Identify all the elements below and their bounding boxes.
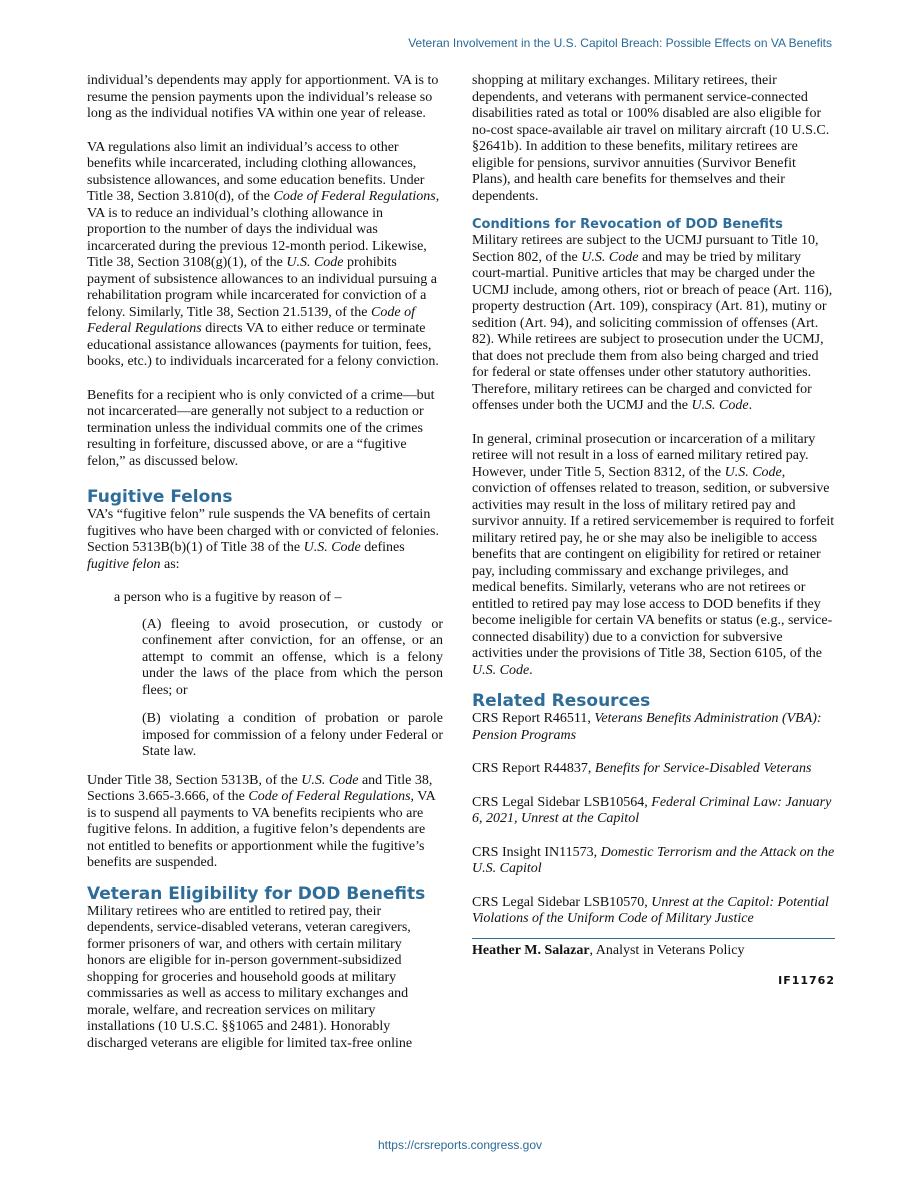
subsection-heading-revocation: Conditions for Revocation of DOD Benefits <box>472 217 783 232</box>
author-line <box>472 943 835 960</box>
right-column <box>472 73 835 990</box>
section-heading-fugitive-felons: Fugitive Felons <box>87 487 233 507</box>
block-quote-item: (A) fleeing to avoid prosecution, or custody or confinement after conviction, for an offense, or an attempt to commit an offense, which is a felony under the laws of the place from which the person flees; or <box>142 616 443 698</box>
divider <box>472 938 835 939</box>
resource-item: CRS Insight IN11573, Domestic Terrorism and the Attack on the U.S. Capitol <box>472 844 835 876</box>
footer-url[interactable]: https://crsreports.congress.gov <box>377 1138 543 1152</box>
paragraph: shopping at military exchanges. Military retirees, their dependents, and veterans with permanent service-connected disabilities rated as total or 100% disabled are also eligible for no-cost space-available air travel on military aircraft (10 U.S.C. §2641b). In addition to these benefits, military retirees are eligible for pensions, survivor annuities (Survivor Benefit Plans), and health care benefits for themselves and their dependents. <box>472 73 830 204</box>
paragraph: Under Title 38, Section 5313B, of the U.S. Code and Title 38, Sections 3.665-3.666, of the Code of Federal Regulations, VA is to suspend all payments to VA benefits recipients who are fugitive felons. In addition, a fugitive felon’s dependents are not entitled to benefits or apportionment while the fugitive’s benefits are suspended. <box>87 772 435 870</box>
running-header-title: Veteran Involvement in the U.S. Capitol Breach: Possible Effects on VA Benefits <box>408 36 832 50</box>
block-quote-item: (B) violating a condition of probation or parole imposed for commission of a felony under Federal or State law. <box>142 711 443 759</box>
author-title: , Analyst in Veterans Policy <box>589 942 745 958</box>
resource-item: CRS Legal Sidebar LSB10564, Federal Criminal Law: January 6, 2021, Unrest at the Capitol <box>472 794 832 826</box>
paragraph: VA’s “fugitive felon” rule suspends the VA benefits of certain fugitives who have been charged with or convicted of felonies. Section 5313B(b)(1) of Title 38 of the U.S. Code defines fugitive felon as: <box>87 507 439 572</box>
resource-item: CRS Report R46511, Veterans Benefits Administration (VBA): Pension Programs <box>472 711 822 743</box>
resource-item: CRS Legal Sidebar LSB10570, Unrest at the Capitol: Potential Violations of the Uniform Code of Military Justice <box>472 894 829 926</box>
paragraph: VA regulations also limit an individual’s access to other benefits while incarcerated, including clothing allowances, subsistence allowances, and some education benefits. Under Title 38, Section 3.810(d), of the Code of Federal Regulations, VA is to reduce an individual’s clothing allowance in proportion to the number of days the individual was incarcerated during the previous 12-month period. Likewise, Title 38, Section 3108(g)(1), of the U.S. Code prohibits payment of subsistence allowances to an individual pursuing a rehabilitation program while incarcerated for conviction of a felony. Similarly, Title 38, Section 21.5139, of the Code of Federal Regulations directs VA to either reduce or terminate educational assistance allowances (payments for tuition, fees, books, etc.) to individuals incarcerated for a felony conviction. <box>87 139 440 369</box>
paragraph: individual’s dependents may apply for apportionment. VA is to resume the pension payments upon the individual’s release so long as the individual notifies VA within one year of release. <box>87 73 439 121</box>
paragraph: Benefits for a recipient who is only convicted of a crime—but not incarcerated—are generally not subject to a reduction or termination unless the individual commits one of the crimes resulting in forfeiture, discussed above, or are a “fugitive felon,” as discussed below. <box>87 387 435 469</box>
paragraph: Military retirees are subject to the UCMJ pursuant to Title 10, Section 802, of the U.S. Code and may be tried by military court-martial. Punitive articles that may be charged under the UCMJ include, among others, riot or breach of peace (Art. 116), property destruction (Art. 109), conspiracy (Art. 81), mutiny or sedition (Art. 94), and soliciting commission of offenses (Art. 82). While retirees are subject to prosecution under the UCMJ, that does not preclude them from also being charged and tried for federal or state offenses under other statutory authorities. Therefore, military retirees can be charged and convicted for offenses under both the UCMJ and the U.S. Code. <box>472 233 833 413</box>
left-column <box>87 73 443 1069</box>
section-heading-dod-benefits: Veteran Eligibility for DOD Benefits <box>87 883 426 904</box>
paragraph: Military retirees who are entitled to retired pay, their dependents, service-disabled veterans, veteran caregivers, former prisoners of war, and others with certain military honors are eligible for in-person government-subsidized shopping for groceries and household goods at military commissaries as well as access to military exchanges and morale, welfare, and recreation services on military installations (10 U.S.C. §§1065 and 2481). Honorably discharged veterans are eligible for limited tax-free online <box>87 903 413 1051</box>
resource-list <box>472 711 835 928</box>
section-heading-related-resources: Related Resources <box>472 691 651 711</box>
paragraph: In general, criminal prosecution or incarceration of a military retiree will not result in a loss of earned military retired pay. However, under Title 5, Section 8312, of the U.S. Code, conviction of offenses related to treason, sedition, or subversive activities may result in the loss of military retired pay and survivor annuity. If a retired servicemember is required to forfeit military retired pay, he or she may also be ineligible to access benefits that are contingent on eligibility for retired or retainer pay, including commissary and exchange privileges, and medical benefits. Similarly, veterans who are not retirees or entitled to retired pay may lose access to DOD benefits if they become ineligible for certain VA benefits or status (e.g., service-connected disability) due to a conviction for subversive activities under the provisions of Title 38, Section 6105, of the U.S. Code. <box>472 431 835 678</box>
block-quote-intro: a person who is a fugitive by reason of – <box>114 590 342 605</box>
author-name: Heather M. Salazar <box>472 942 590 958</box>
document-code: IF11762 <box>778 974 835 987</box>
resource-item: CRS Report R44837, Benefits for Service-Disabled Veterans <box>472 761 812 776</box>
